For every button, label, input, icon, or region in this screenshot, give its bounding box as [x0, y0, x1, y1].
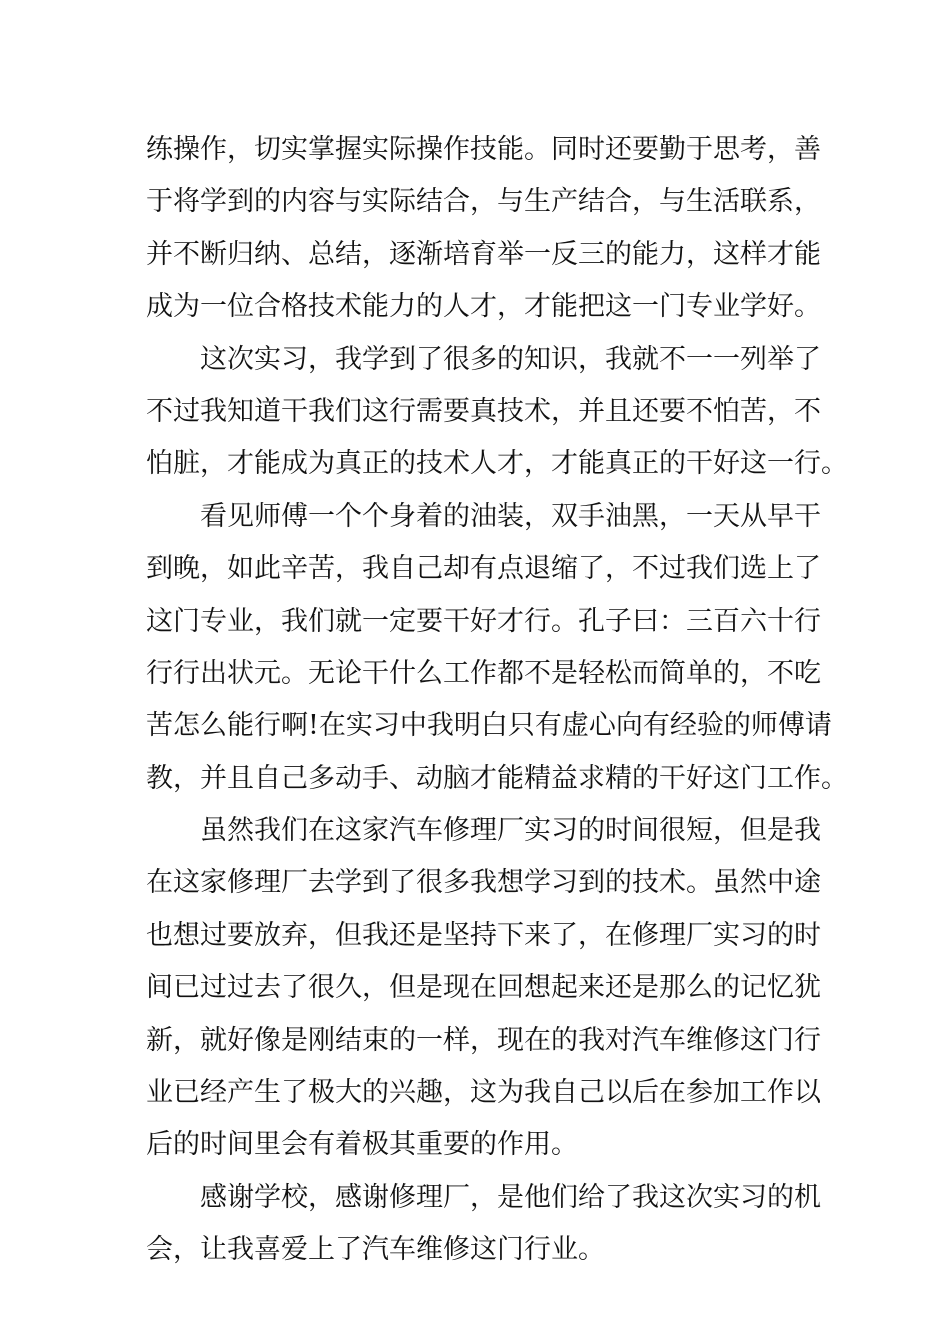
- text-line: 教，并且自己多动手、动脑才能精益求精的干好这门工作。: [146, 762, 848, 794]
- paragraph-3: [146, 491, 848, 805]
- text-line: 成为一位合格技术能力的人才，才能把这一门专业学好。: [146, 291, 821, 323]
- text-line: 在这家修理厂去学到了很多我想学习到的技术。虽然中途: [146, 867, 821, 899]
- text-line: 这门专业，我们就一定要干好才行。孔子曰：三百六十行: [146, 605, 821, 637]
- document-body: [146, 124, 848, 1277]
- text-line: 不过我知道干我们这行需要真技术，并且还要不怕苦，不: [146, 395, 821, 427]
- text-line: 苦怎么能行啊!在实习中我明白只有虚心向有经验的师傅请: [146, 710, 832, 742]
- paragraph-1: [146, 124, 821, 334]
- text-line: 并不断归纳、总结，逐渐培育举一反三的能力，这样才能: [146, 238, 821, 270]
- text-line: 虽然我们在这家汽车修理厂实习的时间很短，但是我: [200, 815, 821, 847]
- paragraph-5: [146, 1172, 821, 1277]
- text-line: 会，让我喜爱上了汽车维修这门行业。: [146, 1234, 605, 1266]
- text-line: 新，就好像是刚结束的一样，现在的我对汽车维修这门行: [146, 1024, 821, 1056]
- text-line: 这次实习，我学到了很多的知识，我就不一一列举了: [200, 343, 821, 375]
- text-line: 于将学到的内容与实际结合，与生产结合，与生活联系，: [146, 186, 821, 218]
- paragraph-2: [146, 334, 848, 491]
- text-line: 感谢学校，感谢修理厂，是他们给了我这次实习的机: [200, 1181, 821, 1213]
- text-line: 到晚，如此辛苦，我自己却有点退缩了，不过我们选上了: [146, 553, 821, 585]
- text-line: 练操作，切实掌握实际操作技能。同时还要勤于思考，善: [146, 134, 821, 165]
- text-line: 看见师傅一个个身着的油装，双手油黑，一天从早干: [200, 500, 821, 532]
- text-line: 行行出状元。无论干什么工作都不是轻松而简单的，不吃: [146, 657, 821, 689]
- text-line: 间已过过去了很久，但是现在回想起来还是那么的记忆犹: [146, 972, 821, 1004]
- paragraph-4: [146, 805, 821, 1172]
- text-line: 怕脏，才能成为真正的技术人才，才能真正的干好这一行。: [146, 448, 848, 480]
- text-line: 后的时间里会有着极其重要的作用。: [146, 1129, 578, 1161]
- text-line: 也想过要放弃，但我还是坚持下来了，在修理厂实习的时: [146, 919, 821, 951]
- text-line: 业已经产生了极大的兴趣，这为我自己以后在参加工作以: [146, 1077, 821, 1109]
